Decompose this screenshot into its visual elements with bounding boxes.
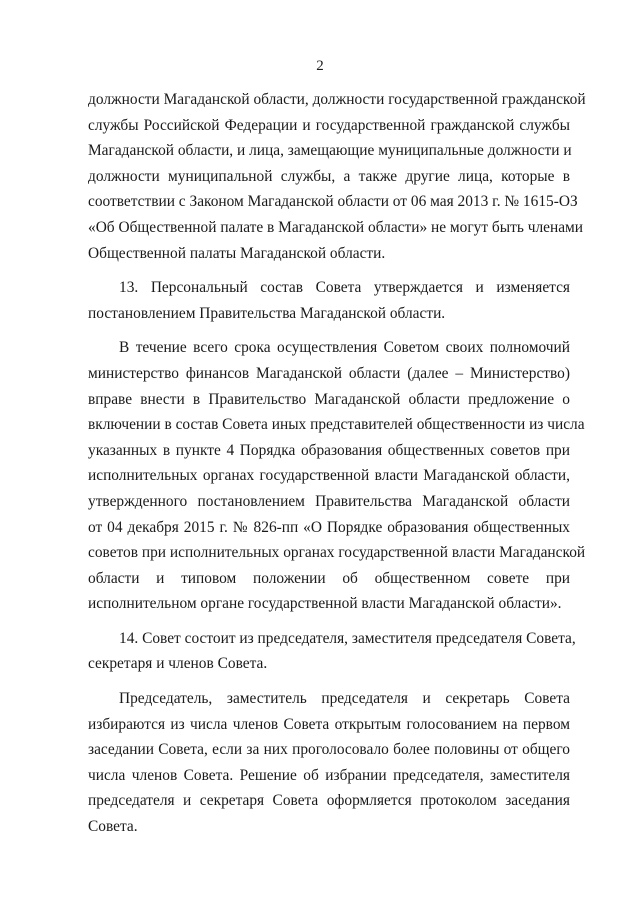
text-line: соответствии с Законом Магаданской области от 06 мая 2013 г. № 1615-ОЗ	[88, 193, 578, 211]
text-line: от 04 декабря 2015 г. № 826-пп «О Порядке образования общественных	[88, 518, 570, 536]
text-line: утвержденного постановлением Правительства Магаданской области	[88, 492, 570, 510]
text-line: министерство финансов Магаданской области (далее – Министерство)	[88, 364, 570, 382]
text-line: В течение всего срока осуществления Советом своих полномочий	[119, 339, 570, 357]
text-line: Совета.	[88, 818, 138, 836]
text-line: секретаря и членов Совета.	[88, 655, 268, 673]
text-line: постановлением Правительства Магаданской области.	[88, 304, 446, 322]
text-line: вправе внести в Правительство Магаданской области предложение о	[88, 390, 570, 408]
text-line: Председатель, заместитель председателя и секретарь Совета	[119, 690, 570, 708]
paragraph-disqualified-persons	[88, 87, 586, 266]
text-line: должности муниципальной службы, а также другие лица, которые в	[88, 167, 570, 185]
text-line: числа членов Совета. Решение об избрании председателя, заместителя	[88, 766, 570, 784]
paragraph-election	[88, 686, 570, 840]
text-line: избираются из числа членов Совета открытым голосованием на первом	[88, 715, 570, 733]
text-line: «Об Общественной палате в Магаданской области» не могут быть членами	[88, 218, 583, 236]
page-number: 2	[316, 58, 324, 74]
text-line: области и типовом положении об общественном совете при	[88, 569, 570, 587]
paragraph-13-composition	[88, 275, 570, 326]
paragraph-term-proposals	[88, 335, 586, 617]
paragraph-14-structure	[88, 626, 576, 677]
text-line: 14. Совет состоит из председателя, заместителя председателя Совета,	[119, 629, 576, 647]
text-line: службы Российской Федерации и государственной гражданской службы	[88, 116, 570, 134]
text-line: Общественной палаты Магаданской области.	[88, 244, 386, 262]
text-line: 13. Персональный состав Совета утверждается и изменяется	[119, 279, 570, 297]
text-line: исполнительном органе государственной власти Магаданской области».	[88, 595, 562, 613]
text-line: заседании Совета, если за них проголосовало более половины от общего	[88, 741, 570, 759]
text-line: исполнительных органах государственной власти Магаданской области,	[88, 467, 570, 485]
text-line: советов при исполнительных органах государственной власти Магаданской	[88, 544, 586, 562]
text-line: указанных в пункте 4 Порядка образования общественных советов при	[88, 441, 570, 459]
text-line: должности Магаданской области, должности государственной гражданской	[88, 91, 586, 108]
text-line: Магаданской области, и лица, замещающие муниципальные должности и	[88, 142, 572, 160]
document-body	[88, 87, 586, 849]
text-line: включении в состав Совета иных представителей общественности из числа	[88, 416, 585, 434]
text-line: председателя и секретаря Совета оформляется протоколом заседания	[88, 792, 570, 810]
